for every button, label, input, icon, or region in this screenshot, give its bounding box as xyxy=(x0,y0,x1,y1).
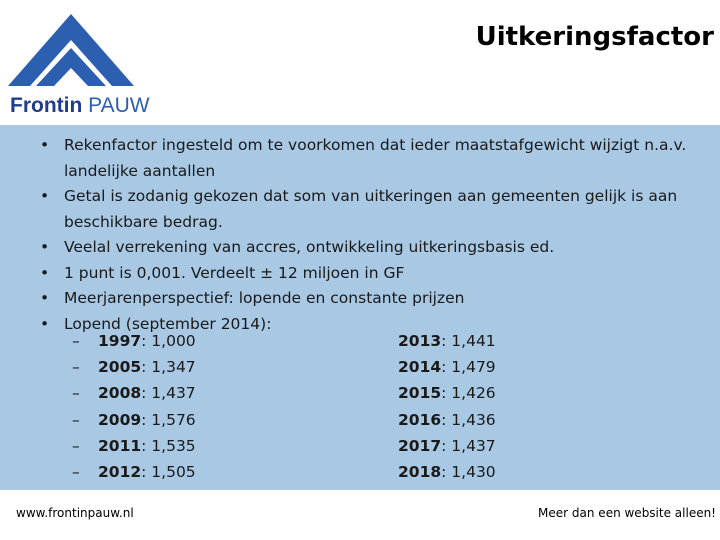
sub-marker: – xyxy=(72,332,80,350)
slide-title: Uitkeringsfactor xyxy=(475,22,714,52)
bullet-marker: • xyxy=(40,238,50,256)
factor-row xyxy=(0,380,720,406)
bullet-marker: • xyxy=(40,289,50,307)
factor-row xyxy=(0,459,720,485)
factor-year: 2011 xyxy=(98,436,142,455)
factor-value: 1,437 xyxy=(151,384,196,403)
factor-row xyxy=(0,354,720,380)
factor-value: 1,535 xyxy=(151,436,196,455)
brand-name-pauw: PAUW xyxy=(88,94,150,117)
bullet-marker: • xyxy=(40,263,50,282)
factor-value: 1,426 xyxy=(451,384,496,403)
factor-right: 2017: 1,437 xyxy=(398,436,496,455)
factor-value: 1,576 xyxy=(151,410,196,429)
factor-year: 2012 xyxy=(98,462,142,481)
sub-marker: – xyxy=(72,384,80,403)
sub-marker: – xyxy=(72,358,80,377)
bullet-text: Rekenfactor ingesteld om te voorkomen dat ieder maatstafgewicht wijzigt n.a.v. landelijke aantallen xyxy=(64,136,687,180)
factor-year: 2017 xyxy=(398,436,442,455)
factor-value: 1,505 xyxy=(151,462,196,481)
factor-left: 1997: 1,000 xyxy=(98,332,196,350)
factor-list xyxy=(0,328,720,485)
content-panel xyxy=(0,125,720,490)
factor-left: 2005: 1,347 xyxy=(98,358,196,377)
factor-left: 2011: 1,535 xyxy=(98,436,196,455)
factor-value: 1,000 xyxy=(151,332,196,350)
sub-marker: – xyxy=(72,436,80,455)
factor-row xyxy=(0,407,720,433)
factor-value: 1,347 xyxy=(151,358,196,377)
factor-year: 2015 xyxy=(398,384,442,403)
bullet-marker: • xyxy=(40,187,50,205)
factor-year: 2014 xyxy=(398,358,442,377)
factor-year: 2018 xyxy=(398,462,442,481)
factor-year: 2005 xyxy=(98,358,142,377)
frontin-pauw-logo-mark xyxy=(8,14,134,94)
bullet-text: Lopend (september 2014): xyxy=(64,314,272,333)
sub-marker: – xyxy=(72,410,80,429)
bullet-item xyxy=(0,133,720,184)
brand-name xyxy=(10,94,150,118)
factor-value: 1,441 xyxy=(451,332,496,350)
factor-value: 1,436 xyxy=(451,410,496,429)
bullet-item xyxy=(0,261,720,287)
factor-year: 2008 xyxy=(98,384,142,403)
factor-left: 2012: 1,505 xyxy=(98,462,196,481)
bullet-text: Veelal verrekening van accres, ontwikkeling uitkeringsbasis ed. xyxy=(64,238,555,256)
factor-right: 2016: 1,436 xyxy=(398,410,496,429)
factor-right: 2015: 1,426 xyxy=(398,384,496,403)
factor-year: 2013 xyxy=(398,332,442,350)
footer-slogan: Meer dan een website alleen! xyxy=(538,506,716,520)
factor-row xyxy=(0,328,720,354)
factor-left: 2009: 1,576 xyxy=(98,410,196,429)
sub-marker: – xyxy=(72,462,80,481)
bullet-item xyxy=(0,235,720,261)
bullet-text: 1 punt is 0,001. Verdeelt ± 12 miljoen in GF xyxy=(64,263,405,282)
bullet-item xyxy=(0,184,720,235)
factor-right: 2018: 1,430 xyxy=(398,462,496,481)
factor-value: 1,437 xyxy=(451,436,496,455)
factor-year: 2016 xyxy=(398,410,442,429)
bullet-item xyxy=(0,286,720,312)
factor-year: 1997 xyxy=(98,332,142,350)
bullet-text: Getal is zodanig gekozen dat som van uitkeringen aan gemeenten gelijk is aan beschikbare bedrag. xyxy=(64,187,678,231)
bullet-marker: • xyxy=(40,314,50,333)
factor-left: 2008: 1,437 xyxy=(98,384,196,403)
factor-value: 1,479 xyxy=(451,358,496,377)
factor-right: 2014: 1,479 xyxy=(398,358,496,377)
brand-name-frontin: Frontin xyxy=(10,94,83,117)
factor-value: 1,430 xyxy=(451,462,496,481)
logo xyxy=(4,8,150,126)
bullet-text: Meerjarenperspectief: lopende en constante prijzen xyxy=(64,289,465,307)
footer-website-link[interactable]: www.frontinpauw.nl xyxy=(16,506,134,520)
bullet-marker: • xyxy=(40,136,50,154)
factor-row xyxy=(0,433,720,459)
factor-right: 2013: 1,441 xyxy=(398,332,496,350)
factor-year: 2009 xyxy=(98,410,142,429)
bullet-list xyxy=(0,133,720,337)
